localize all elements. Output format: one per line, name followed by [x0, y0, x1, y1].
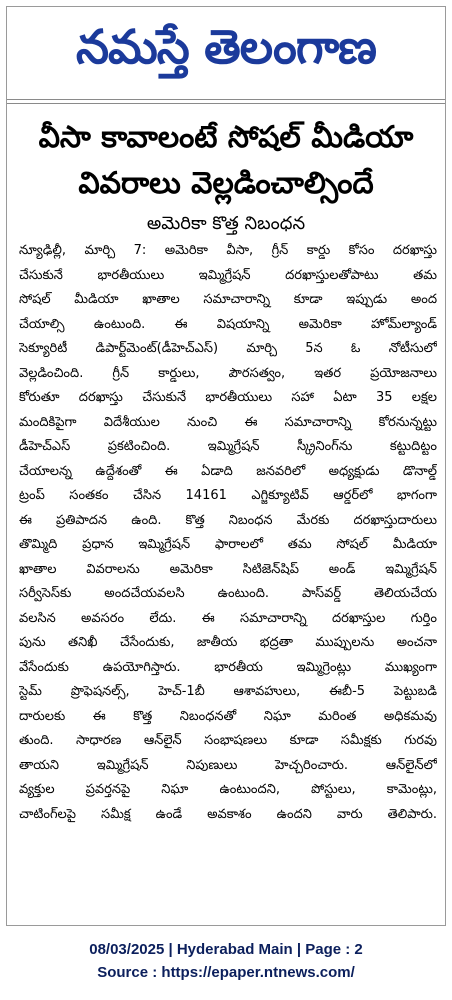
body-line: చేయాల్సి ఉంటుంది. ఈ విషయాన్ని అమెరికా హోమ్‌ల్యాండ్ — [19, 316, 437, 332]
body-line: చాటింగ్‌లపై సమీక్ష ఉండే అవకాశం ఉందని వారు తెలిపారు. — [19, 806, 437, 822]
body-line: తాయని ఇమ్మిగ్రేషన్ నిపుణులు హెచ్చరించారు. ఆన్‌లైన్‌లో — [19, 757, 437, 773]
body-line: సోషల్ మీడియా ఖాతాల సమాచారాన్ని కూడా ఇప్పుడు అంద — [19, 292, 437, 307]
body-line: తొమ్మిది ప్రధాన ఇమ్మిగ్రేషన్ ఫారాలలో తమ సోషల్ మీడియా — [19, 537, 437, 552]
body-line: వెల్లడించింది. గ్రీన్ కార్డులు, పౌరసత్వం, ఇతర ప్రయోజనాలు — [19, 365, 437, 381]
newspaper-masthead: నమస్తే తెలంగాణ — [76, 20, 376, 75]
footer-dateline: 08/03/2025 | Hyderabad Main | Page : 2 — [89, 941, 363, 958]
body-line: వ్యక్తుల ప్రవర్తనపై నిఘా ఉంటుందని, పోస్టులు, కామెంట్లు, — [19, 782, 437, 797]
body-line: వలసిన అవసరం లేదు. ఈ సమాచారాన్ని దరఖాస్తుల గుర్తిం — [19, 610, 437, 626]
page-footer — [0, 938, 452, 984]
clipping-frame — [6, 6, 446, 926]
headline-line: వీసా కావాలంటే సోషల్ మీడియా — [38, 120, 414, 155]
body-line: పును తనిఖీ చేసేందుకు, జాతీయ భద్రతా ముప్పులను అంచనా — [19, 635, 437, 650]
headline-line: వివరాలు వెల్లడించాల్సిందే — [78, 166, 374, 201]
body-line: డీహెచ్‌ఎస్ ప్రకటించింది. ఇమ్మిగ్రేషన్ స్క్రీనింగ్‌ను కట్టుదిట్టం — [19, 439, 437, 454]
footer-source: Source : https://epaper.ntnews.com/ — [97, 964, 355, 981]
body-line: ఈ ప్రతిపాదన ఉంది. కొత్త నిబంధన మేరకు దరఖాస్తుదారులు — [19, 512, 437, 528]
body-line: కోరుతూ దరఖాస్తు చేసుకునే భారతీయులు సహా ఏటా 35 లక్షల — [19, 390, 437, 405]
body-line: మందికిపైగా విదేశీయుల నుంచి ఈ సమాచారాన్ని కోరనున్నట్టు — [19, 414, 437, 430]
article-subheading: అమెరికా కొత్త నిబంధన — [146, 213, 306, 234]
masthead-divider-bottom — [7, 103, 445, 104]
body-line: తుంది. సాధారణ ఆన్‌లైన్ సంభాషణలు కూడా సమీక్షకు గురవు — [19, 733, 437, 748]
article-body — [19, 239, 437, 827]
body-line: ట్రంప్ సంతకం చేసిన 14161 ఎగ్జిక్యూటివ్ ఆర్డర్‌లో భాగంగా — [19, 488, 437, 503]
body-line: వేసేందుకు ఉపయోగిస్తారు. భారతీయ ఇమ్మిగ్రెంట్లు ముఖ్యంగా — [19, 659, 437, 675]
body-line: న్యూఢిల్లీ, మార్చి 7: అమెరికా వీసా, గ్రీన్ కార్డు కోసం దరఖాస్తు — [19, 243, 437, 258]
body-line: దారులకు ఈ కొత్త నిబంధనతో నిఘా మరింత అధికమవు — [19, 708, 437, 724]
body-line: సెక్యూరిటీ డిపార్ట్‌మెంట్(డీహెచ్‌ఎస్) మార్చి 5న ఓ నోటీసులో — [19, 341, 437, 356]
body-line: స్టెమ్ ప్రొఫెషనల్స్, హెచ్-1బీ ఆశావహులు, ఈబీ-5 పెట్టుబడి — [19, 684, 437, 699]
body-line: సర్వీసెస్‌కు అందచేయవలసి ఉంటుంది. పాస్‌వర్డ్ తెలియచేయ — [19, 586, 437, 601]
masthead-divider-top — [7, 99, 445, 100]
article-headline — [7, 115, 445, 207]
body-line: ఖాతాల వివరాలను అమెరికా సిటిజెన్‌షిప్ అండ్ ఇమ్మిగ్రేషన్ — [19, 561, 437, 577]
body-line: చేసుకునే భారతీయులు ఇమ్మిగ్రేషన్ దరఖాస్తులతోపాటు తమ — [19, 267, 437, 283]
body-line: చేయాలన్న ఉద్దేశంతో ఈ ఏడాది జనవరిలో అధ్యక్షుడు డొనాల్డ్ — [19, 463, 437, 479]
